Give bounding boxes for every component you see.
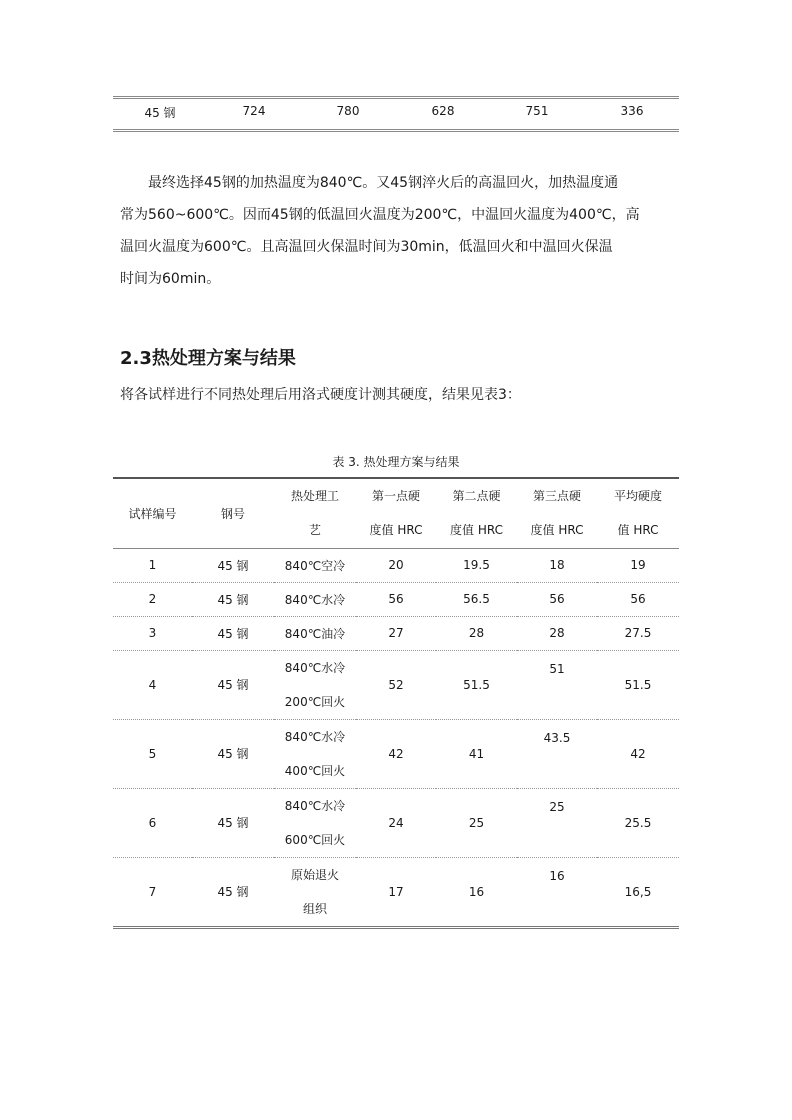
table-caption: 表 3. 热处理方案与结果 — [332, 455, 460, 469]
results-table — [113, 477, 679, 929]
table-row — [113, 719, 679, 788]
top-cell: 336 — [620, 104, 644, 118]
cell-p2: 16 — [468, 884, 485, 899]
top-cell: 780 — [336, 104, 360, 118]
header-cell: 第二点硬 度值 HRC — [450, 489, 503, 538]
cell-p2: 25 — [468, 815, 485, 830]
cell-p3: 18 — [549, 558, 565, 572]
cell-process: 840℃水冷 400℃回火 — [284, 729, 346, 778]
paragraph-line: 时间为60min。 — [120, 271, 221, 287]
cell-p1: 56 — [388, 592, 404, 606]
cell-steel: 45 钢 — [217, 592, 249, 607]
section-heading: 2.3热处理方案与结果 — [120, 348, 296, 369]
cell-p2: 56.5 — [463, 592, 490, 606]
cell-p1: 24 — [388, 815, 404, 830]
paragraph-line: 最终选择45钢的加热温度为840℃。又45钢淬火后的高温回火，加热温度通 — [148, 175, 619, 191]
cell-p3: 28 — [549, 626, 565, 640]
cell-p2: 51.5 — [463, 677, 490, 692]
cell-no: 5 — [148, 746, 157, 761]
table-header-row — [113, 478, 679, 548]
top-cell: 751 — [525, 104, 549, 118]
cell-avg: 25.5 — [624, 815, 652, 830]
cell-steel: 45 钢 — [217, 558, 249, 573]
cell-steel: 45 钢 — [217, 885, 249, 899]
cell-p2: 19.5 — [463, 558, 490, 572]
header-cell: 试样编号 — [128, 506, 177, 521]
cell-steel: 45 钢 — [217, 816, 249, 830]
cell-avg: 51.5 — [624, 677, 652, 692]
cell-p3: 25 — [549, 799, 565, 814]
cell-process: 840℃水冷 200℃回火 — [284, 660, 346, 709]
cell-p1: 52 — [388, 677, 404, 692]
body-paragraph — [120, 167, 680, 295]
cell-p3: 43.5 — [543, 730, 571, 745]
header-cell: 钢号 — [220, 506, 245, 521]
cell-p1: 42 — [388, 746, 404, 761]
cell-steel: 45 钢 — [217, 678, 249, 692]
cell-no: 3 — [148, 626, 157, 640]
cell-process: 840℃空冷 — [284, 558, 346, 573]
header-cell: 热处理工 艺 — [290, 489, 339, 538]
table-row — [113, 548, 679, 582]
cell-no: 4 — [148, 677, 157, 692]
cell-avg: 27.5 — [624, 626, 652, 640]
cell-process: 840℃水冷 — [284, 592, 346, 607]
cell-steel: 45 钢 — [217, 747, 249, 761]
cell-avg: 19 — [630, 558, 646, 572]
cell-steel: 45 钢 — [217, 626, 249, 641]
cell-process: 840℃水冷 600℃回火 — [284, 798, 346, 847]
cell-p3: 56 — [549, 592, 565, 606]
paragraph-line: 常为560~600℃。因而45钢的低温回火温度为200℃，中温回火温度为400℃，高 — [120, 207, 640, 223]
cell-no: 6 — [148, 815, 157, 830]
cell-p2: 28 — [468, 626, 485, 640]
cell-p3: 16 — [549, 868, 565, 883]
top-cell: 724 — [242, 104, 266, 118]
top-table-row — [113, 104, 679, 126]
cell-no: 1 — [148, 558, 157, 572]
cell-process: 840℃油冷 — [284, 626, 346, 641]
cell-p2: 41 — [468, 746, 485, 761]
paragraph-line: 温回火温度为600℃。且高温回火保温时间为30min，低温回火和中温回火保温 — [120, 239, 613, 255]
cell-avg: 16,5 — [624, 884, 652, 899]
cell-avg: 42 — [630, 746, 646, 761]
header-cell: 第三点硬 度值 HRC — [530, 489, 584, 538]
table-row — [113, 582, 679, 616]
cell-no: 2 — [148, 592, 157, 606]
table-row — [113, 857, 679, 927]
cell-process: 原始退火 组织 — [290, 867, 339, 916]
header-cell: 第一点硬 度值 HRC — [369, 489, 423, 538]
top-table-top-rule — [113, 96, 679, 99]
table-row — [113, 650, 679, 719]
cell-p3: 51 — [549, 661, 565, 676]
cell-p1: 17 — [388, 884, 404, 899]
cell-no: 7 — [148, 884, 157, 899]
cell-avg: 56 — [630, 592, 646, 606]
top-table-bottom-rule — [113, 129, 679, 132]
section-intro: 将各试样进行不同热处理后用洛式硬度计测其硬度，结果见表3： — [120, 387, 521, 403]
table-row — [113, 616, 679, 650]
cell-p1: 27 — [388, 626, 404, 640]
cell-p1: 20 — [388, 558, 404, 572]
top-cell: 628 — [431, 104, 455, 118]
top-cell: 45 钢 — [144, 106, 176, 120]
table-row — [113, 788, 679, 857]
header-cell: 平均硬度 值 HRC — [613, 489, 662, 538]
